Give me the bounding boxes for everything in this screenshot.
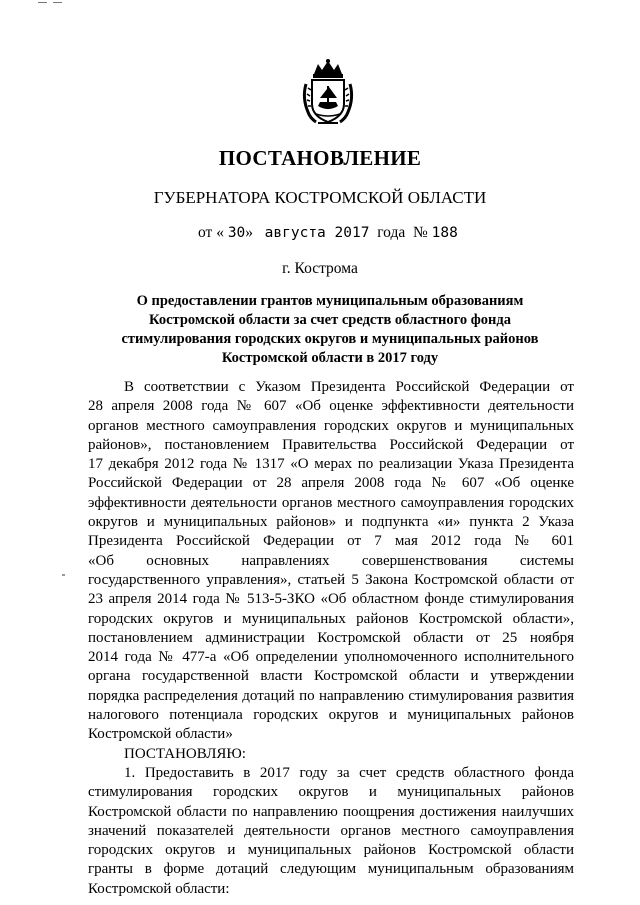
document-number: 188 xyxy=(431,225,458,241)
body-line: Костромской области» xyxy=(88,726,233,743)
body-line: значений показателей деятельности органов местного самоуправления xyxy=(88,822,574,839)
document-title: ПОСТАНОВЛЕНИЕ xyxy=(218,146,422,170)
number-sign: № xyxy=(412,224,428,241)
heading-line: Костромской области в 2017 году xyxy=(221,350,439,366)
body-line: Костромской области: xyxy=(88,880,230,897)
heading-line: Костромской области за счет средств областного фонда xyxy=(149,312,511,328)
body-line: районов», постановлением Правительства Российской Федерации от xyxy=(88,436,574,453)
coat-of-arms-icon xyxy=(300,58,356,126)
body-line: «Об основных направлениях совершенствования системы xyxy=(88,552,574,569)
body-line: 28 апреля 2008 года № 607 «Об оценке эффективности деятельности xyxy=(88,398,574,415)
scan-corner-mark xyxy=(38,2,72,10)
body-line: порядка распределения дотаций по направлению стимулирования развития xyxy=(88,687,574,704)
date-day: 30 xyxy=(227,225,246,241)
body-line: округов и муниципальных районов» и подпункта «и» пункта 2 Указа xyxy=(88,514,574,531)
body-line: органов местного самоуправления городских округов и муниципальных xyxy=(88,417,574,434)
body-line: постановлением администрации Костромской области от 25 ноября xyxy=(88,629,574,646)
body-line: 2014 года № 477-а «Об определении уполномоченного исполнительного xyxy=(88,649,574,666)
body-line: налогового потенциала городских округов и муниципальных районов xyxy=(88,707,574,724)
body-line: государственного управления», статьей 5 Закона Костромской области от xyxy=(88,571,574,588)
document-heading xyxy=(100,292,560,368)
body-line: стимулирования городских округов и муниципальных районов xyxy=(88,784,574,801)
heading-line: стимулирования городских округов и муниципальных районов xyxy=(121,331,539,347)
body-line: Президента Российской Федерации от 7 мая 2012 года № 601 xyxy=(88,533,574,550)
heading-line: О предоставлении грантов муниципальным образованиям xyxy=(136,293,524,309)
body-line: 17 декабря 2012 года № 1317 «О мерах по реализации Указа Президента xyxy=(88,456,574,473)
body-line: Российской Федерации от 28 апреля 2008 года № 607 «Об оценке xyxy=(88,475,574,492)
scan-margin-mark xyxy=(62,574,65,576)
date-year-word: года xyxy=(377,224,406,241)
body-line: органа государственной власти Костромской области и утверждении xyxy=(88,668,574,685)
body-line: городских округов и муниципальных районов Костромской области», xyxy=(88,610,574,627)
body-line: городских округов и муниципальных районов Костромской области xyxy=(88,842,574,859)
body-line: эффективности деятельности органов местного самоуправления городских xyxy=(88,494,574,511)
date-mid: » xyxy=(245,224,254,241)
document-body xyxy=(88,378,574,899)
body-line: 1. Предоставить в 2017 году за счет средств областного фонда xyxy=(124,764,574,781)
date-month-year: августа 2017 xyxy=(264,225,370,241)
resolution-word: ПОСТАНОВЛЯЮ: xyxy=(124,745,246,762)
document-city: г. Кострома xyxy=(282,260,358,277)
body-line: В соответствии с Указом Президента Российской Федерации от xyxy=(124,379,574,395)
document-date-number xyxy=(198,224,458,242)
date-prefix: от « xyxy=(198,224,224,241)
body-line: 23 апреля 2014 года № 513-5-ЗКО «Об областном фонде стимулирования xyxy=(88,591,574,608)
document-issuer: ГУБЕРНАТОРА КОСТРОМСКОЙ ОБЛАСТИ xyxy=(153,188,487,207)
body-line: Костромской области по направлению поощрения достижения наилучших xyxy=(88,803,574,820)
body-line: гранты в форме дотаций следующим муниципальным образованиям xyxy=(88,861,574,878)
